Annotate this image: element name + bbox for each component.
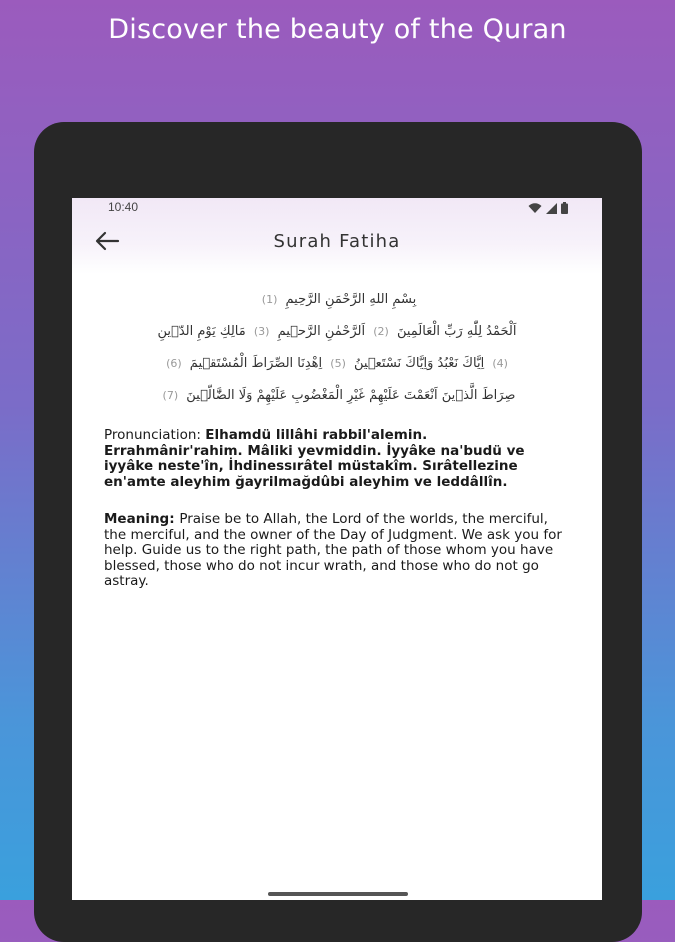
pronunciation-block <box>72 428 602 490</box>
ayah-number: (2) <box>373 325 389 338</box>
ayah-number: (3) <box>253 325 270 338</box>
verse-text: اَلْحَمْدُ لِلّٰهِ رَبِّ الْعَالَمِينَ <box>396 324 517 339</box>
verse-line <box>72 348 602 380</box>
app-bar <box>72 198 602 274</box>
verse-line <box>72 316 602 348</box>
verse-text: مَالِكِ يَوْمِ الدّ۪ينِ <box>157 324 246 339</box>
home-indicator[interactable] <box>268 892 408 896</box>
ayah-number: (7) <box>162 389 179 402</box>
ayah-number: (6) <box>166 357 182 370</box>
meaning-block <box>72 512 602 590</box>
arabic-verses <box>72 284 602 412</box>
signal-icon <box>546 203 557 214</box>
ayah-number: (4) <box>492 357 508 370</box>
pronunciation-label: Pronunciation: <box>104 427 206 443</box>
verse-text: صِرَاطَ الَّذ۪ينَ اَنْعَمْتَ عَلَيْهِمْ غَيْرِ الْمَغْضُوبِ عَلَيْهِمْ وَلَا الضَّٓالّ۪ينَ <box>186 388 516 403</box>
verse-text: اِيَّاكَ نَعْبُدُ وَاِيَّاكَ نَسْتَع۪ينُ <box>354 356 485 371</box>
verse-text: بِسْمِ اللهِ الرَّحْمَنِ الرَّحِيمِ <box>285 292 417 307</box>
verse-line <box>72 380 602 412</box>
verse-line <box>72 284 602 316</box>
promo-headline: Discover the beauty of the Quran <box>108 14 567 45</box>
ayah-number: (1) <box>261 293 278 306</box>
page-title: Surah Fatiha <box>273 231 401 252</box>
status-icons <box>528 202 568 214</box>
status-time: 10:40 <box>108 200 139 214</box>
meaning-label: Meaning: <box>104 511 180 527</box>
verse-text: اَلرَّحْمٰنِ الرَّح۪يمِ <box>277 324 366 339</box>
app-screen <box>72 198 602 900</box>
ayah-number: (5) <box>330 357 346 370</box>
verse-text: اِهْدِنَا الصِّرَاطَ الْمُسْتَق۪يمَ <box>189 356 323 371</box>
battery-icon <box>561 202 568 214</box>
wifi-icon <box>528 203 542 214</box>
meaning-text: Praise be to Allah, the Lord of the worlds, the merciful, the merciful, and the owner of the Day of Judgment. We ask you for help. Guide us to the right path, the path of those whom you have blessed, those who do not incur wrath, and those who do not go astray. <box>104 511 562 589</box>
pronunciation-text: Elhamdü lillâhi rabbil'alemin. Errahmânir'rahim. Mâliki yevmiddin. İyyâke na'budü ve iyyâke neste'în, İhdinessırâtel müstakîm. Sırâtellezine en'amte aleyhim ğayrilmağdûbi aleyhim ve leddâllîn. <box>104 427 525 490</box>
